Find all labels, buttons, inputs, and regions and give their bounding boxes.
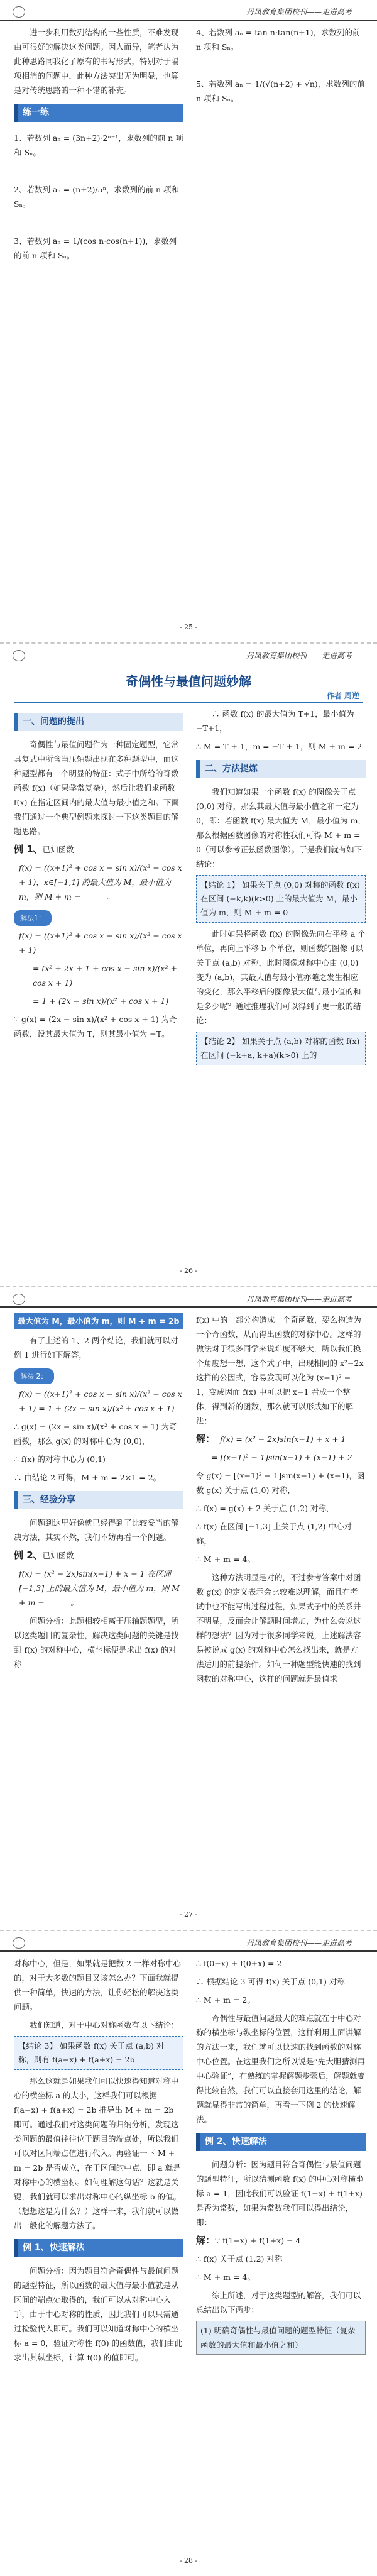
question-1: 1、若数列 aₙ = (3n+2)·2ⁿ⁻¹，求数列的前 n 项和 Sₙ。 [14,133,183,157]
paragraph: ∴ 由结论 2 可得，M + m = 2×1 = 2。 [14,1473,161,1482]
formula: = 1 + (2x − sin x)/(x² + cos x + 1) [33,996,169,1006]
left-column [14,25,183,267]
paragraph: 进一步利用数列结构的一些性质，不难发现由可很好的解决这类问题。因人而异，笔者认为此种思路同我化了原有的书写形式，特别对于隔项相消的问题中，此种方法突出无为明显，也算是对传统思路的一种不错的补充。 [14,28,179,95]
question-3: 3、若数列 aₙ = 1/(cos n·cos(n+1))，求数列的前 n 项和 Sₙ。 [14,236,177,260]
paragraph: 我们知道如果一个函数 f(x) 的图像关于点 (0,0) 对称，那么其最大值与最小值之和一定为 0，即：若函数 f(x) 最大值为 M，最小值为 m，那么根据函数图像的对称性我们可得 M + m = 0（可以参考正弦函数图像）。于是我们就有如下结论： [196,787,366,869]
question-2: 2、若数列 aₙ = (n+2)/5ⁿ，求数列的前 n 项和 Sₙ。 [14,185,180,209]
example-tag: 例 2、快速解法 [196,2133,366,2151]
paragraph: ∴ f(x) = g(x) + 2 关于点 (1,2) 对称， [196,1504,334,1513]
right-column [196,707,366,1069]
logo-icon [13,1294,25,1305]
formula: f(x) = ((x+1)² + cos x − sin x)/(x² + cos x + 1)，x∈[−1,1] 的最大值为 M，最小值为 m，则 M + m = ______。 [19,863,182,901]
section-heading: 一、问题的提出 [14,713,183,731]
paragraph: ∴ f(x) 关于点 (1,2) 对称 [196,2254,283,2264]
example-tag: 例 1、快速解法 [14,2239,183,2257]
author: 作者 周逆 [326,691,359,700]
article-title: 奇偶性与最值问题妙解 [126,674,251,689]
paragraph: 有了上述的 1、2 两个结论，我们就可以对例 1 进行如下解答， [14,1336,178,1360]
page-number: - 26 - [179,1267,198,1275]
summary-note: (1) 明确奇偶性与最值问题的题型特征（复杂函数的最大值和最小值之和） [196,2321,366,2355]
section-heading: 二、方法提炼 [196,760,366,778]
formula: = [(x−1)² − 1]sin(x−1) + (x−1) + 2 [211,1453,352,1462]
logo-icon [13,6,25,18]
paragraph: ∴ f(x) 的对称中心为 (0,1) [14,1455,106,1464]
paragraph: ∴ f(x) 在区间 [−1,3] 上关于点 (1,2) 中心对称， [196,1522,352,1546]
title-rule [14,702,363,703]
page-header: 丹凤教育集团校刊——走进高考 [0,1936,377,1952]
paragraph: 综上所述，对于这类题型的解答，我们可以总结出以下两步： [196,2291,361,2315]
paragraph: 问题分析：因为题目符合奇偶性与最值问题的题型特征，所以猜测函数 f(x) 的中心对称横坐标 a = 1，因此我们可以验证 f(1−x) + f(1+x) 是否为常数，如果为常数我们可以得出结论，即： [196,2160,364,2227]
page-header: 丹凤教育集团校刊——走进高考 [0,1292,377,1308]
left-column [14,707,183,1045]
logo-icon [13,1937,25,1949]
conclusion-continued: 最大值为 M，最小值为 m，则 M + m = 2b [14,1313,183,1329]
paragraph: 奇偶性与最值问题最大的难点就在于中心对称的横坐标与纵坐标的位置，这样利用上面讲解的方法一来，我们就可以快速的找到函数的对称中心位置。在这里我们之所以说是“先大胆猜测再中心验证”，在熟练的掌握解题步骤后，解题就变得比较自然，我们可以直接套用这里的结论，解题就显得非常的简单，再看一下例 2 的快速解法。 [196,2013,365,2124]
page-number: - 28 - [179,2557,198,2565]
question-5: 5、若数列 aₙ = 1/(√(n+2) + √n)，求数列的前 n 项和 Sₙ。 [196,79,365,103]
page-number: - 25 - [179,623,198,631]
right-column [196,1956,366,2355]
paragraph: ∴ 函数 f(x) 的最大值为 T+1，最小值为 −T+1， [196,709,354,733]
page-header: 丹凤教育集团校刊——走进高考 [0,5,377,21]
paragraph: ∴ g(x) = (2x − sin x)/(x² + cos x + 1) 为奇函数，那么 g(x) 的对称中心为 (0,0)， [14,1422,177,1446]
paragraph: ∴ M = T + 1，m = −T + 1，则 M + m = 2 [196,742,363,751]
paragraph: ∴ 根据结论 3 可得 f(x) 关于点 (0,1) 对称 [196,1977,345,1986]
paragraph: 此时如果将函数 f(x) 的图像先向右平移 a 个单位，再向上平移 b 个单位，则函数的图像可以关于点 (a,b) 对称，此时图像对称中心由 (0,0) 变为 (a,b)，其最大值与最小值亦随之发生相应的变化，那么平移后的图像最大值与最小值的和是多少呢？通过推理我们可以得到了更一般的结论： [196,929,366,1025]
solution-line: 解： f(x) = (x² − 2x)sin(x−1) + x + 1 [196,1433,346,1445]
formula: f(x) = ((x+1)² + cos x − sin x)/(x² + cos x + 1) = 1 + (2x − sin x)/(x² + cos x + 1) [19,1389,182,1413]
paragraph: ∴ M + m = 4。 [196,1555,255,1564]
section-heading: 三、经验分享 [14,1491,183,1509]
left-column [14,1313,183,1675]
paragraph: 问题到这里好像就已经得到了比较妥当的解决方法，其实不然，我们不妨再看一个例题。 [14,1518,179,1542]
formula: = (x² + 2x + 1 + cos x − sin x)/(x² + cos x + 1) [33,964,177,988]
section-heading: 练一练 [14,104,183,122]
paragraph: ∵ g(x) = (2x − sin x)/(x² + cos x + 1) 为奇函数，设其最大值为 T，则其最小值为 −T。 [14,1015,177,1038]
page-header: 丹凤教育集团校刊——走进高考 [0,649,377,664]
page-number: - 27 - [179,1910,198,1918]
conclusion-box: 【结论 2】 如果关于点 (a,b) 对称的函数 f(x) 在区间 (−k+a, k+a)(k>0) 上的 [196,1032,366,1065]
example-2: 例 2、已知函数 [14,1549,74,1561]
page-25 [0,0,377,644]
paragraph: ∴ M + m = 2。 [196,1995,255,2005]
solution-tag: 解法1： [14,910,52,926]
paragraph: ∴ f(0−x) + f(0+x) = 2 [196,1959,282,1968]
formula: f(x) = (x² − 2x)sin(x−1) + x + 1 在区间 [−1,3] 上的最大值为 M，最小值为 m，则 M + m = ______。 [19,1569,180,1607]
question-4: 4、若数列 aₙ = tan n·tan(n+1)，求数列的前 n 项和 Sₙ。 [196,28,361,52]
paragraph: 问题分析：此题相较相离于压轴题题型，所以这类题目的复杂性，解决这类问题的关键是找到 f(x) 的对称中心，横坐标便是求出 f(x) 的对称 [14,1616,179,1669]
logo-icon [13,650,25,661]
solution-tag: 解法 2： [14,1368,54,1384]
page-27 [0,1287,377,1931]
right-column [196,1313,366,1690]
paragraph: 那么这就是如果我们可以快速得知道对称中心的横坐标 a 的大小，这样我们可以根据 f(a−x) + f(a+x) = 2b 推导出 M + m = 2b 即可。通过我们对这类问题的归纳分析，发现这类问题的最值往往位于题目的端点处，所以我们可以对区间端点值进行代入。再验证一下 M + m = 2b 是否成立，在于区间的中点，即 a 就是对称中心的横坐标。如何理解这句话？这就是关键，我们就可以求出对称中心的纵坐标 b 的值。（想想这是为什么？）这样一来，我们就可以做出一般化的解题方法了。 [14,2076,181,2230]
paragraph: 对称中心，但是，如果就是把数 2 一样对称中心的，对于大多数的题目又该怎么办？下面我就提供一种简单，快速的方法，让你轻松的解决这类问题。 [14,1959,181,2012]
paragraph: 奇偶性与最值问题作为一种固定题型，它常具复式中所含当压轴题出现在多种题型中，而这种题型都有一个明显的特征：式子中所给的奇数函数 f(x)（如果学常复杂），然后让我们求函数 f(x) 在指定区间内的最大值与最小值之和。下面我们通过一个典型例题来探讨一下这类题目的解题思路。 [14,740,179,836]
formula: f(x) = ((x+1)² + cos x − sin x)/(x² + cos x + 1) [19,931,182,955]
paragraph: 这种方法明显是对的，不过参考答案中对函数 g(x) 的定义表示会比较难以理解，而且在考试中也不能写出过程过程，如果式子中的关系并不明显，反而会让解题时间增加，为什么会说这样的想法？因为对于很多同学来说，上述解法容易被说成 g(x) 的对称中心怎么找出来，就是方法适用的前提条件。如何一种题型能快速的找到函数的对称中心，这样的问题就是最值求 [196,1573,361,1683]
left-column [14,1956,183,2369]
paragraph: ∴ M + m = 4。 [196,2272,255,2282]
conclusion-box: 【结论 1】 如果关于点 (0,0) 对称的函数 f(x) 在区间 (−k,k)(k>0) 上的最大值为 M，最小值为 m，则 M + m = 0 [196,875,366,923]
paragraph: 令 g(x) = [(x−1)² − 1]sin(x−1) + (x−1)，函数 g(x) 关于点 (1,0) 对称， [196,1471,365,1495]
conclusion-box: 【结论 3】 如果函数 f(x) 关于点 (a,b) 对称，则有 f(a−x) + f(a+x) = 2b [14,2036,183,2070]
solution-line: 解：∵ f(1−x) + f(1+x) = 4 [196,2235,301,2246]
paragraph: 问题分析：因为题目符合奇偶性与最值问题的题型特征，所以函数的最大值与最小值就是从区间的端点处取得的，我们可以从对称中心入手，由于中心对称的性质，因此我们可以只需通过检验代入即可。我们可以知道对称中心的横坐标 a = 0，验证对称性 f(0) 的函数值，我们由此求出其纵坐标，计算 f(0) 的值即可。 [14,2266,183,2362]
right-column [196,25,366,109]
page-28 [0,1931,377,2576]
paragraph: 我们知道，对于中心对称函数有以下结论： [30,2020,179,2030]
example-1: 例 1、已知函数 [14,844,74,855]
page-26 [0,644,377,1287]
paragraph: f(x) 中的一部分构造成一个奇函数，要么构造为一个奇函数，从而得出函数的对称中心。这样的做法对于很多同学来说难度不够大，所以我们换个角度想一想，这个式子中，出现相同的 x²−2x 这样的公因式，容易发现可以化为 (x−1)² − 1，变成因而 f(x) 中可以把 x−1 看成一个整体，得到新的函数，那么就可以形成如下的解法： [196,1315,364,1426]
